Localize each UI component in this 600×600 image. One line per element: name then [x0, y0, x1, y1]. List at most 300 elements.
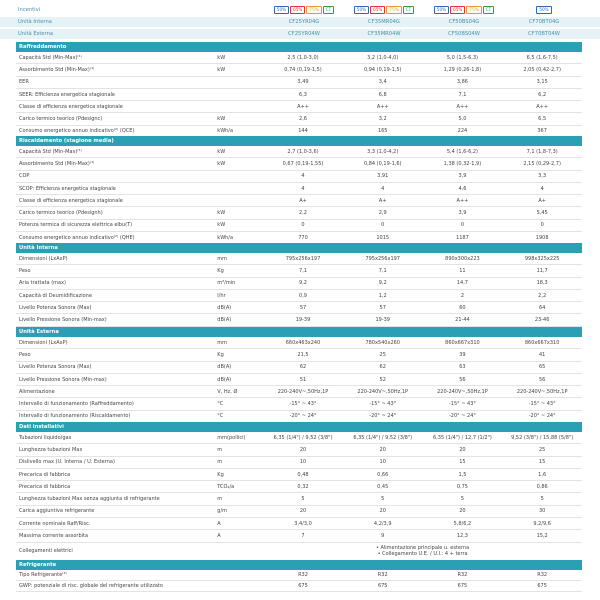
spec-row [16, 77, 582, 89]
spec-value: 6,5 [538, 116, 547, 123]
spec-row [16, 530, 582, 542]
spec-row [16, 570, 582, 581]
spec-value: A+ [299, 197, 307, 204]
spec-value: 6,35 (1/4") / 12,7 (1/2") [433, 434, 492, 441]
spec-value: 675 [457, 583, 468, 589]
spec-value: 9 [381, 533, 385, 540]
spec-value: 57 [299, 304, 307, 311]
spec-value: R32 [457, 572, 468, 578]
spec-row [16, 207, 582, 219]
spec-value: 3,3 (1,0-4,2) [367, 148, 399, 155]
spec-value: A++ [536, 103, 549, 110]
spec-row [16, 349, 582, 361]
header-model-cell: CF70BT04G [528, 19, 560, 25]
spec-value: 860x667x310 [524, 339, 560, 346]
spec-value: 11,7 [536, 267, 548, 274]
spec-unit: Kg [217, 351, 224, 358]
spec-unit: A [217, 533, 221, 540]
spec-label: Dislivello max (U. Interna / U. Esterna) [19, 459, 115, 466]
spec-value: 3,49 [297, 79, 309, 86]
spec-value: 5 [460, 496, 465, 503]
spec-label: Consumo energetico annuo indicativo⁽²⁾ (QHE) [19, 234, 135, 241]
spec-value: 1187 [456, 234, 469, 241]
spec-label: Peso [19, 267, 31, 274]
spec-value: 224 [457, 128, 468, 135]
spec-value: 7 [301, 533, 305, 540]
spec-row [16, 101, 582, 113]
spec-value: 660x463x240 [285, 339, 321, 346]
spec-value: A+ [538, 197, 546, 204]
spec-value-wide [263, 545, 582, 557]
spec-value: 220-240V~,50Hz,1P [516, 388, 568, 395]
spec-value: 0,86 [536, 483, 548, 490]
spec-value: 20 [459, 446, 466, 453]
spec-value: -15° ~ 43° [369, 401, 397, 408]
section-title: Raffreddamento [16, 42, 582, 52]
header-model-cell [344, 6, 424, 14]
spec-value: 14,7 [456, 280, 468, 287]
spec-unit: m³/min [217, 280, 236, 287]
spec-value: -20° ~ 24° [289, 413, 317, 420]
section-riscaldamento-stagione-media- [16, 136, 582, 244]
spec-unit: kW [217, 222, 226, 229]
spec-row [16, 146, 582, 158]
spec-value: 5 [540, 496, 544, 503]
spec-unit: g/m [217, 508, 228, 515]
spec-label: Lunghezza tubazioni Max [19, 446, 83, 453]
spec-value: 675 [377, 583, 388, 589]
spec-label: Tubazioni liquido/gas [19, 434, 72, 441]
spec-unit: kW [217, 54, 226, 61]
spec-value: 7,1 (1,8-7,3) [526, 148, 558, 155]
spec-row [16, 581, 582, 592]
spec-label: Capacità Std (Min-Max)⁽¹⁾ [19, 54, 82, 61]
spec-label: SEER: Efficienza energetica stagionale [19, 91, 115, 98]
section-refrigerante [16, 560, 582, 592]
spec-value: 780x540x260 [365, 339, 400, 346]
spec-label: Carico termico teorico (Pdesignh) [19, 210, 103, 217]
spec-value: 6,35 (1/4") / 9,52 (3/8") [353, 434, 413, 441]
spec-unit: mm [217, 339, 228, 346]
spec-row [16, 113, 582, 125]
spec-value: 998x325x225 [524, 255, 560, 262]
spec-row [16, 278, 582, 290]
spec-value: A++ [376, 103, 389, 110]
spec-value: 3,2 [378, 116, 387, 123]
spec-value: 4 [540, 185, 544, 192]
spec-unit: mm(pollici) [217, 434, 246, 441]
spec-label: Livello Pressione Sonora (Min-max) [19, 376, 107, 383]
spec-value: 2,15 (0,29-2,7) [523, 160, 561, 167]
section-raffreddamento [16, 42, 582, 138]
spec-value: 20 [379, 446, 386, 453]
spec-unit: Kg [217, 471, 224, 478]
spec-row [16, 195, 582, 207]
spec-row [16, 506, 582, 518]
spec-value: 20 [459, 508, 466, 515]
spec-value: 2,6 [299, 116, 307, 123]
spec-unit: kWh/a [217, 234, 234, 241]
spec-unit: A [217, 520, 221, 527]
spec-value: 3,2 (1,0-4,0) [367, 54, 399, 61]
spec-value: R32 [537, 572, 548, 578]
incentive-badge: 65% [450, 6, 465, 14]
spec-value: 220-240V~,50Hz,1P [437, 388, 488, 395]
incentive-badges [504, 6, 584, 14]
spec-value: 0,67 (0,19-1,55) [282, 160, 324, 167]
spec-value: 0,45 [377, 483, 389, 490]
spec-value: 4 [301, 185, 305, 192]
spec-value: 25 [538, 446, 546, 453]
spec-value: 5,45 [536, 210, 548, 217]
spec-value: 10 [299, 459, 307, 466]
spec-value: 6,8 [378, 91, 387, 98]
spec-value: 770 [298, 234, 308, 241]
spec-row [16, 89, 582, 101]
spec-value: 3,3 [538, 173, 547, 180]
spec-label: Massima corrente assorbita [19, 533, 89, 540]
spec-value: 0 [381, 222, 385, 229]
spec-row [16, 493, 582, 505]
spec-value: 2,7 (1,0-3,6) [287, 148, 319, 155]
spec-row [16, 220, 582, 232]
spec-value: 23-46 [534, 317, 550, 324]
spec-value: 5,0 (1,5-6,3) [446, 54, 479, 61]
spec-unit: m [217, 496, 223, 503]
spec-row [16, 469, 582, 481]
section-title: Unità Interna [16, 243, 582, 253]
spec-row [16, 302, 582, 314]
incentive-badges [424, 6, 504, 14]
spec-value: 0,84 (0,19-1,6) [363, 160, 402, 167]
spec-value: 1,5 [458, 471, 467, 478]
spec-value: 0,66 [377, 471, 389, 478]
spec-label: Livello Pressione Sonora (Min-max) [19, 317, 107, 324]
section-title: Refrigerante [16, 560, 582, 570]
incentive-badge: CT [483, 6, 494, 14]
spec-value: -20° ~ 24° [369, 413, 397, 420]
spec-value: A++ [456, 103, 469, 110]
header-model-cell: CF25YR04W [288, 31, 320, 37]
spec-label: Corrente nominale Raff/Risc. [19, 520, 91, 527]
spec-value: 4 [381, 185, 385, 192]
spec-unit: V, Hz, Ø [217, 388, 238, 395]
spec-value: 18,3 [536, 280, 548, 287]
section-title: Riscaldamento (stagione media) [16, 136, 582, 146]
spec-value: -20° ~ 24° [528, 413, 556, 420]
spec-unit: m [217, 459, 223, 466]
spec-unit: mm [217, 255, 228, 262]
header-model-cell [504, 6, 584, 14]
spec-value: 25 [379, 351, 386, 358]
spec-row [16, 64, 582, 76]
spec-label: Carica aggiuntiva refrigerante [19, 508, 95, 515]
spec-value-line: • Collegamento U.E. / U.I.: 4 + terra [377, 551, 468, 558]
spec-value: 0 [301, 222, 305, 229]
spec-value: 890x300x223 [445, 255, 480, 262]
spec-unit: °C [217, 401, 224, 408]
spec-value: 1,2 [378, 292, 387, 299]
spec-value: 1908 [535, 234, 549, 241]
header-model-cell: CF50BS04W [448, 31, 480, 37]
spec-value: 12,3 [456, 533, 468, 540]
spec-value: 220-240V~,50Hz,1P [357, 388, 409, 395]
section-unit-esterna [16, 327, 582, 423]
spec-value: 62 [379, 364, 386, 371]
spec-value: 30 [538, 508, 546, 515]
spec-label: Alimentazione [19, 388, 55, 395]
header-model-cell: CF35MR04G [368, 19, 400, 25]
header-model-cell: CF70BT04W [528, 31, 560, 37]
spec-value: 2,5 (1,0-3,0) [287, 54, 319, 61]
spec-unit: kW [217, 148, 226, 155]
spec-value: 0,75 [456, 483, 468, 490]
header-row [0, 5, 600, 15]
header-label: Incentivi [18, 7, 41, 13]
section-unit-interna [16, 243, 582, 327]
spec-label: Precarica di fabbrica [19, 483, 71, 490]
spec-value: 5,0 [458, 116, 467, 123]
spec-value: 0,9 [299, 292, 307, 299]
spec-label: COP [19, 173, 30, 180]
spec-unit: l/hr [217, 292, 226, 299]
spec-label: Peso [19, 351, 31, 358]
spec-value: 0,48 [297, 471, 309, 478]
spec-unit: m [217, 446, 223, 453]
spec-label: EER [19, 79, 29, 86]
spec-value: 1,6 [538, 471, 547, 478]
spec-value: -15° ~ 43° [448, 401, 476, 408]
spec-value: 4,6 [458, 185, 467, 192]
incentive-badge: 50% [536, 6, 551, 14]
spec-unit: kW [217, 160, 226, 167]
header-model-cell: CF35MR04W [367, 31, 401, 37]
incentive-badges [264, 6, 344, 14]
spec-unit: dB(A) [217, 317, 232, 324]
spec-value: 39 [459, 351, 466, 358]
spec-value: 20 [299, 508, 307, 515]
spec-value: -20° ~ 24° [448, 413, 476, 420]
spec-value: 0,32 [297, 483, 309, 490]
spec-label: Assorbimento Std (Min-Max)⁽¹⁾ [19, 66, 95, 73]
spec-value: 6,2 [538, 91, 547, 98]
spec-value-line: • Alimentazione principale u. esterna [375, 545, 470, 552]
spec-value: R32 [377, 572, 388, 578]
spec-row [16, 362, 582, 374]
spec-row [16, 398, 582, 410]
spec-row [16, 386, 582, 398]
spec-value: 21,5 [297, 351, 309, 358]
spec-row [16, 432, 582, 444]
spec-value: 220-240V~,50Hz,1P [277, 388, 329, 395]
incentive-badge: 65% [290, 6, 305, 14]
spec-unit: kW [217, 66, 226, 73]
spec-label: Potenza termica di sicurezza elettrica elbu(T) [19, 222, 133, 229]
spec-value: 4 [301, 173, 305, 180]
spec-unit: Kg [217, 267, 224, 274]
spec-value: 7,1 [458, 91, 467, 98]
spec-value: 675 [298, 583, 308, 589]
incentive-badge: 75% [466, 6, 481, 14]
spec-label: Capacità di Deumidificazione [19, 292, 92, 299]
spec-value: 1,29 (0,26-1,8) [443, 66, 482, 73]
spec-label: Precarica di fabbrica [19, 471, 71, 478]
spec-value: 2 [460, 292, 465, 299]
spec-label: Capacità Std (Min-Max)⁽¹⁾ [19, 148, 82, 155]
header-row [0, 29, 600, 39]
spec-value: 15,2 [536, 533, 548, 540]
spec-value: A++ [456, 197, 469, 204]
spec-value: 0,94 (0,19-1,5) [363, 66, 402, 73]
spec-label: Livello Potenza Sonora (Max) [19, 364, 92, 371]
spec-label: Aria trattata (max) [19, 280, 66, 287]
spec-label: Consumo energetico annuo indicativo⁽²⁾ (QCE) [19, 128, 135, 135]
spec-value: 20 [299, 446, 307, 453]
spec-value: 62 [299, 364, 307, 371]
spec-value: -15° ~ 43° [528, 401, 556, 408]
incentive-badge: CT [323, 6, 334, 14]
spec-value: 6,3 [299, 91, 307, 98]
model-header [0, 0, 600, 39]
spec-label: Classe di efficienza energetica stagionale [19, 103, 123, 110]
spec-row [16, 253, 582, 265]
spec-label: Carico termico teorico (Pdesignc) [19, 116, 103, 123]
spec-value: 5 [381, 496, 385, 503]
spec-value: 56 [538, 376, 546, 383]
spec-row [16, 543, 582, 561]
spec-label: Dimensioni (LxAxP) [19, 339, 68, 346]
spec-row [16, 314, 582, 326]
spec-value: 144 [298, 128, 308, 135]
spec-value: 10 [379, 459, 386, 466]
header-label: Unità Interna [18, 19, 52, 25]
spec-value: 3,91 [377, 173, 389, 180]
spec-row [16, 457, 582, 469]
spec-value: A++ [297, 103, 309, 110]
spec-value: 15 [538, 459, 546, 466]
spec-row [16, 337, 582, 349]
spec-value: -15° ~ 43° [289, 401, 317, 408]
spec-label: SCOP: Efficienza energetica stagionale [19, 185, 116, 192]
spec-value: 7,1 [378, 267, 387, 274]
header-row [0, 17, 600, 27]
spec-value: 41 [538, 351, 546, 358]
spec-value: 2,9 [378, 210, 387, 217]
spec-value: 0 [460, 222, 465, 229]
spec-value: 6,5 (1,6-7,5) [526, 54, 558, 61]
spec-value: 3,4 [378, 79, 387, 86]
spec-label: Dimensioni (LxAxP) [19, 255, 68, 262]
spec-value: 0 [540, 222, 544, 229]
spec-value: 5 [301, 496, 305, 503]
spec-value: R32 [298, 572, 308, 578]
spec-value: 675 [537, 583, 547, 589]
spec-value: 1015 [376, 234, 390, 241]
spec-value: 57 [379, 304, 386, 311]
spec-row [16, 183, 582, 195]
spec-value: 5,8/6,2 [453, 520, 472, 527]
spec-value: 1,38 (0,32-1,9) [443, 160, 482, 167]
spec-label: Assorbimento Std (Min-Max)⁽¹⁾ [19, 160, 95, 167]
header-label: Unità Esterna [18, 31, 54, 37]
spec-value: 9,2 [299, 280, 307, 287]
section-dati-installativi [16, 422, 582, 561]
incentive-badge: 50% [434, 6, 449, 14]
spec-row [16, 290, 582, 302]
spec-value: 9,2 [378, 280, 387, 287]
section-title: Dati installativi [16, 422, 582, 432]
spec-row [16, 52, 582, 64]
spec-value: 19-39 [295, 317, 311, 324]
spec-value: 60 [459, 304, 466, 311]
header-model-cell: CF25YR04G [288, 19, 320, 25]
spec-value: 7,1 [299, 267, 307, 274]
spec-value: 51 [299, 376, 307, 383]
spec-label: Classe di efficienza energetica stagionale [19, 197, 123, 204]
spec-value: 3,86 [456, 79, 468, 86]
spec-label: Intervallo di funzionamento (Raffreddamento) [19, 401, 134, 408]
spec-value: 15 [459, 459, 466, 466]
spec-label: Tipo Refrigerante⁽³⁾ [19, 572, 67, 578]
spec-label: Intervallo di funzionamento (Riscaldamento) [19, 413, 131, 420]
spec-value: 56 [459, 376, 466, 383]
spec-value: 2,2 [538, 292, 547, 299]
spec-value: 3,4/3,0 [294, 520, 312, 527]
spec-value: 20 [379, 508, 386, 515]
spec-value: 5,4 (1,6-6,2) [446, 148, 479, 155]
section-title: Unità Esterna [16, 327, 582, 337]
spec-value: 2,05 (0,42-2,7) [523, 66, 561, 73]
spec-value: 9,2/9,6 [533, 520, 551, 527]
spec-unit: kW [217, 116, 226, 123]
incentive-badges [344, 6, 424, 14]
spec-value: 4,2/3,9 [373, 520, 392, 527]
spec-value: 0,74 (0,19-1,5) [284, 66, 322, 73]
spec-unit: TCO₂/a [217, 483, 235, 490]
spec-value: 367 [537, 128, 547, 135]
header-model-cell [424, 6, 504, 14]
spec-label: GWP: potenziale di risc. globale del refrigerante utilizzato [19, 583, 163, 589]
incentive-badge: 75% [386, 6, 401, 14]
spec-unit: kWh/a [217, 128, 234, 135]
spec-value: 3,15 [536, 79, 548, 86]
spec-label: Collegamenti elettrici [19, 548, 73, 555]
header-model-cell: CF50BS04G [448, 19, 480, 25]
spec-value: 21-44 [455, 317, 470, 324]
spec-unit: °C [217, 413, 224, 420]
spec-value: 19-39 [375, 317, 390, 324]
spec-value: 65 [538, 364, 546, 371]
incentive-badge: 75% [306, 6, 321, 14]
spec-row [16, 158, 582, 170]
spec-value: 860x667x310 [445, 339, 480, 346]
spec-value: 64 [538, 304, 546, 311]
spec-value: 3,9 [458, 173, 467, 180]
spec-unit: dB(A) [217, 376, 232, 383]
spec-row [16, 171, 582, 183]
spec-row [16, 374, 582, 386]
spec-row [16, 518, 582, 530]
spec-label: Livello Potenza Sonora (Max) [19, 304, 92, 311]
spec-value: 165 [377, 128, 388, 135]
spec-unit: dB(A) [217, 304, 232, 311]
spec-value: A+ [378, 197, 387, 204]
spec-value: 6,35 (1/4") / 9,52 (3/8") [273, 434, 333, 441]
spec-row [16, 265, 582, 277]
spec-row [16, 481, 582, 493]
incentive-badge: 50% [354, 6, 369, 14]
spec-value: 795x256x197 [285, 255, 321, 262]
